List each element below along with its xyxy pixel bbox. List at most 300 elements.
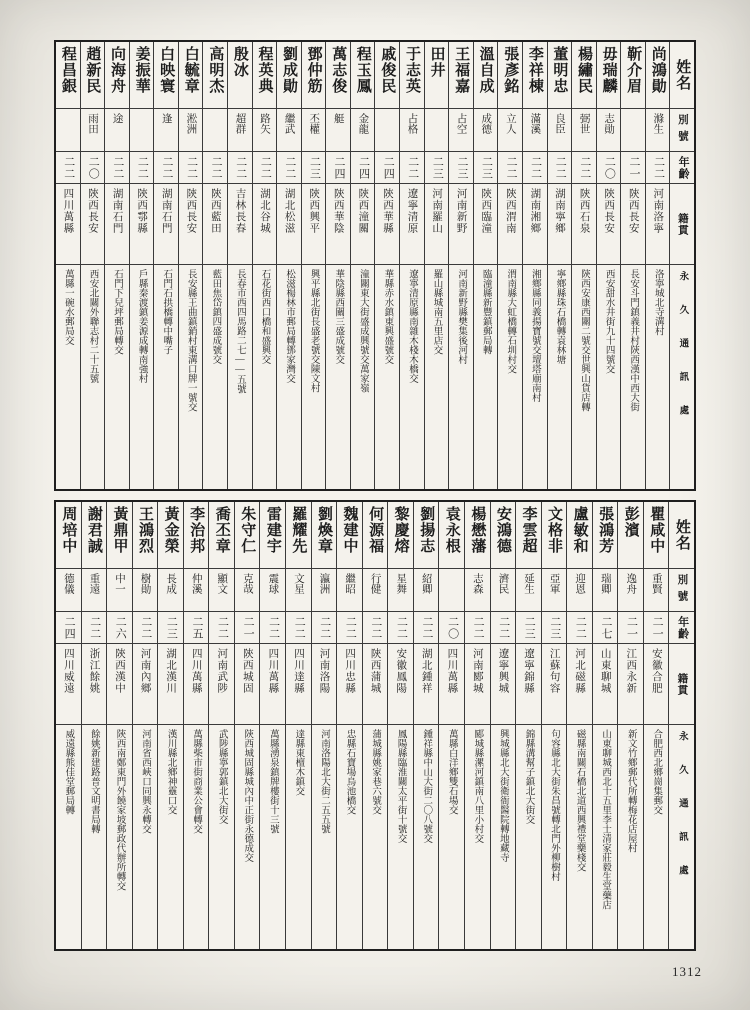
entry-age-cell — [621, 152, 645, 184]
entry-origin: 安徽合肥 — [650, 648, 662, 694]
header-origin-label: 籍貫 — [676, 212, 688, 236]
entry-address-cell — [277, 265, 301, 489]
directory-entry — [56, 42, 80, 489]
entry-name-cell — [277, 42, 301, 109]
entry-alias: 占格 — [406, 113, 418, 134]
entry-alias-cell — [375, 109, 399, 152]
entry-address-cell — [184, 725, 209, 949]
entry-address: 萬縣柴市街商業公會轉交 — [191, 729, 202, 834]
entry-age: 二二 — [578, 156, 591, 180]
entry-name: 黃金榮 — [162, 506, 179, 554]
entry-origin: 湖南寧鄉 — [553, 188, 565, 234]
entry-address-cell — [523, 265, 547, 489]
entry-origin: 河南郾城 — [471, 648, 483, 694]
entry-alias-cell — [203, 109, 227, 152]
entry-age-cell — [130, 152, 154, 184]
directory-entry — [183, 502, 209, 949]
entry-age-cell — [235, 612, 260, 644]
entry-age-cell — [184, 612, 209, 644]
entry-name: 謝君誠 — [85, 506, 102, 554]
entry-alias: 星舞 — [395, 573, 407, 594]
header-column — [668, 502, 694, 949]
entry-address-cell — [203, 265, 227, 489]
entry-address: 陝西南鄭東門外饒家坡郵政代辦所轉交 — [114, 729, 125, 891]
entry-name: 袁永根 — [443, 506, 460, 554]
directory-entry — [645, 42, 670, 489]
entry-age-cell — [179, 152, 203, 184]
entry-name-cell — [154, 42, 178, 109]
entry-address: 餘姚新建路普文明書局轉 — [88, 729, 99, 834]
entry-age-cell — [388, 612, 413, 644]
entry-name: 魏建中 — [341, 506, 358, 554]
entry-alias-cell — [56, 109, 80, 152]
entry-address: 威遠縣熊佳堂郵局轉 — [63, 729, 74, 815]
entry-age-cell — [425, 152, 449, 184]
entry-address-cell — [56, 725, 81, 949]
entry-name-cell — [286, 502, 311, 569]
entry-age-cell — [644, 612, 669, 644]
entry-alias-cell — [302, 109, 326, 152]
directory-entry — [438, 502, 464, 949]
entry-name: 周培中 — [60, 506, 77, 554]
entry-origin-cell — [474, 184, 498, 265]
entry-age: 二四 — [63, 616, 76, 640]
entry-alias: 樹勛 — [139, 573, 151, 594]
directory-entry — [129, 42, 154, 489]
entry-name-cell — [388, 502, 413, 569]
entry-name: 雷建宇 — [264, 506, 281, 554]
header-alias-cell — [669, 569, 694, 612]
entry-name: 向海舟 — [109, 46, 125, 94]
entry-address-cell — [542, 725, 567, 949]
entry-age-cell — [158, 612, 183, 644]
directory-entry — [350, 42, 375, 489]
entry-name: 文格非 — [546, 506, 562, 554]
header-origin-cell — [670, 184, 694, 265]
entry-origin-cell — [277, 184, 301, 265]
entry-address: 長安斗門鎮義井村陝西漢中西大街 — [628, 269, 639, 412]
entry-name-cell — [621, 42, 645, 109]
entry-age-cell — [375, 152, 399, 184]
directory-entry — [596, 42, 621, 489]
entry-age-cell — [449, 152, 473, 184]
directory-table-top — [54, 40, 696, 491]
entry-address-cell — [105, 265, 129, 489]
entry-age: 二二 — [139, 616, 152, 640]
entry-alias-cell — [277, 109, 301, 152]
entry-name-cell — [363, 502, 388, 569]
entry-name: 劉揚志 — [418, 506, 435, 554]
table-top-columns — [56, 42, 694, 489]
entry-age: 二一 — [627, 156, 640, 180]
directory-entry — [202, 42, 227, 489]
entry-origin-cell — [523, 184, 547, 265]
header-address-cell — [670, 265, 694, 489]
entry-age: 二三 — [431, 156, 444, 180]
entry-alias-cell — [130, 109, 154, 152]
directory-entry — [566, 502, 592, 949]
entry-origin-cell — [312, 644, 337, 725]
entry-alias-cell — [351, 109, 375, 152]
entry-address: 戶縣秦渡鎮姜源成轉南強村 — [136, 269, 147, 383]
entry-age: 二二 — [406, 156, 419, 180]
entry-address: 華縣赤水鎮東興盛號交 — [382, 269, 393, 364]
entry-address: 湘鄉縣同義揚寶號交壇塔廟南村 — [529, 269, 540, 402]
entry-address-cell — [154, 265, 178, 489]
entry-alias-cell — [516, 569, 541, 612]
entry-name: 劉成勛 — [281, 46, 298, 94]
directory-entry — [374, 42, 399, 489]
entry-age: 二四 — [357, 156, 370, 180]
entry-name-cell — [465, 502, 490, 569]
entry-address-cell — [337, 725, 362, 949]
entry-origin-cell — [597, 184, 621, 265]
entry-address: 石門下兒坪郵局轉交 — [112, 269, 123, 355]
entry-origin: 河南武陟 — [216, 648, 228, 694]
entry-address-cell — [498, 265, 522, 489]
entry-address: 石門石拱橋轉中嘴子 — [161, 269, 172, 355]
directory-entry — [464, 502, 490, 949]
header-name-cell — [670, 42, 694, 109]
entry-age-cell — [133, 612, 158, 644]
entry-name: 楊懋藩 — [469, 506, 486, 554]
entry-name-cell — [107, 502, 132, 569]
entry-address: 山東聊城西北十五里李士清家莊毅生堂藥店 — [600, 729, 611, 910]
entry-alias: 重賢 — [650, 573, 662, 594]
entry-alias: 延生 — [523, 573, 534, 594]
directory-entry — [234, 502, 260, 949]
entry-name: 高明杰 — [207, 46, 224, 94]
entry-origin: 陝西興平 — [308, 188, 320, 234]
entry-origin-cell — [56, 184, 80, 265]
entry-age: 二三 — [455, 156, 468, 180]
entry-age-cell — [363, 612, 388, 644]
entry-alias: 德儀 — [62, 573, 74, 594]
entry-origin: 陝西渭南 — [504, 188, 516, 234]
entry-origin-cell — [260, 644, 285, 725]
directory-entry — [424, 42, 449, 489]
entry-age: 二〇 — [87, 156, 100, 180]
entry-age-cell — [337, 612, 362, 644]
entry-alias: 亞軍 — [548, 573, 560, 594]
entry-age: 二五 — [190, 616, 203, 640]
entry-address: 新文竹鄉郵代所轉梅花店屋村 — [625, 729, 636, 853]
entry-origin-cell — [567, 644, 592, 725]
entry-alias: 仲溪 — [190, 573, 202, 594]
entry-age-cell — [618, 612, 643, 644]
directory-entry — [178, 42, 203, 489]
page-number: 1312 — [672, 964, 702, 979]
entry-age: 二六 — [114, 616, 127, 640]
entry-alias-cell — [644, 569, 669, 612]
entry-origin-cell — [548, 184, 572, 265]
entry-origin: 四川萬縣 — [62, 188, 74, 234]
entry-age: 二二 — [185, 156, 198, 180]
entry-origin: 陝西臨潼 — [480, 188, 492, 234]
entry-origin-cell — [646, 184, 670, 265]
entry-age: 二二 — [88, 616, 101, 640]
entry-age: 二二 — [136, 156, 149, 180]
entry-name-cell — [439, 502, 464, 569]
entry-age-cell — [56, 152, 80, 184]
entry-address: 華陰縣西關三盛成號交 — [333, 269, 344, 364]
entry-name-cell — [644, 502, 669, 569]
entry-age: 二四 — [382, 156, 395, 180]
entry-address: 句容縣北大街朱昌號轉北門外柳樹村 — [549, 729, 560, 881]
entry-alias-cell — [388, 569, 413, 612]
entry-age: 二二 — [62, 156, 75, 180]
entry-name-cell — [82, 502, 107, 569]
entry-origin: 陝西華陰 — [332, 188, 344, 234]
entry-name: 萬志俊 — [330, 46, 347, 94]
entry-age: 二三 — [308, 156, 321, 180]
entry-origin-cell — [516, 644, 541, 725]
entry-age-cell — [567, 612, 592, 644]
entry-address-cell — [516, 725, 541, 949]
entry-age-cell — [465, 612, 490, 644]
entry-origin-cell — [105, 184, 129, 265]
entry-alias: 占空 — [455, 113, 467, 134]
entry-alias-cell — [253, 109, 277, 152]
entry-alias: 途 — [111, 113, 123, 124]
entry-address: 西安甜水井街九十四號交 — [603, 269, 614, 374]
entry-age-cell — [326, 152, 350, 184]
entry-name-cell — [260, 502, 285, 569]
entry-alias-cell — [597, 109, 621, 152]
directory-entry — [80, 42, 105, 489]
entry-name: 何源福 — [367, 506, 384, 554]
entry-age: 二三 — [165, 616, 178, 640]
entry-origin: 陝西潼關 — [357, 188, 369, 234]
entry-address: 郾城縣漯河鎮南八里小村交 — [472, 729, 483, 843]
entry-name: 田井 — [428, 46, 445, 78]
entry-alias-cell — [465, 569, 490, 612]
entry-alias-cell — [439, 569, 464, 612]
entry-name-cell — [81, 42, 105, 109]
entry-address-cell — [209, 725, 234, 949]
entry-address: 長春市西四馬路二七——五號 — [234, 269, 245, 394]
entry-alias: 立人 — [504, 113, 516, 134]
entry-name-cell — [184, 502, 209, 569]
entry-alias: 超群 — [234, 113, 246, 134]
entry-alias: 良臣 — [553, 113, 565, 134]
entry-address: 武陟縣寧郭鎮北大街交 — [216, 729, 227, 824]
entry-origin: 山東聊城 — [599, 648, 611, 694]
entry-name-cell — [56, 42, 80, 109]
entry-origin-cell — [593, 644, 618, 725]
entry-alias-cell — [286, 569, 311, 612]
entry-alias: 逸舟 — [625, 573, 637, 594]
entry-age: 二七 — [599, 616, 612, 640]
entry-age: 二二 — [210, 156, 223, 180]
directory-entry — [132, 502, 158, 949]
directory-entry — [276, 42, 301, 489]
entry-origin-cell — [425, 184, 449, 265]
entry-address-cell — [107, 725, 132, 949]
entry-address: 潼關東大街盛成興號交萬家嶺 — [357, 269, 368, 393]
entry-name: 董明忠 — [551, 46, 568, 94]
entry-name-cell — [302, 42, 326, 109]
entry-address-cell — [414, 725, 439, 949]
entry-address: 錦縣溝幫子鎮北大街交 — [523, 729, 534, 824]
entry-name-cell — [414, 502, 439, 569]
header-name-cell — [669, 502, 694, 569]
entry-age: 二二 — [652, 156, 665, 180]
entry-age: 二二 — [161, 156, 173, 180]
entry-age-cell — [209, 612, 234, 644]
directory-entry — [473, 42, 498, 489]
entry-age: 二二 — [318, 616, 331, 640]
entry-address-cell — [81, 265, 105, 489]
entry-origin: 陝西石泉 — [578, 188, 590, 234]
entry-alias: 繼昭 — [344, 573, 356, 594]
entry-alias-cell — [572, 109, 596, 152]
entry-origin-cell — [107, 644, 132, 725]
entry-alias: 金龍 — [357, 113, 369, 134]
directory-entry — [104, 42, 129, 489]
entry-name-cell — [209, 502, 234, 569]
entry-origin: 陝西長安 — [603, 188, 615, 234]
entry-origin-cell — [414, 644, 439, 725]
entry-origin-cell — [326, 184, 350, 265]
entry-alias: 瑞卿 — [599, 573, 611, 594]
entry-name: 戚俊民 — [379, 46, 396, 94]
entry-origin-cell — [154, 184, 178, 265]
directory-entry — [56, 502, 81, 949]
entry-origin-cell — [644, 644, 669, 725]
entry-name: 彭濱 — [622, 506, 639, 538]
entry-origin-cell — [491, 644, 516, 725]
header-origin-cell — [669, 644, 694, 725]
directory-entry — [252, 42, 277, 489]
entry-alias-cell — [82, 569, 107, 612]
directory-entry — [413, 502, 439, 949]
entry-age: 二二 — [259, 156, 272, 180]
entry-age: 二二 — [267, 616, 280, 640]
entry-alias: 繼武 — [283, 113, 295, 134]
entry-age-cell — [286, 612, 311, 644]
entry-alias-cell — [621, 109, 645, 152]
header-age-cell — [670, 152, 694, 184]
entry-origin-cell — [286, 644, 311, 725]
entry-address-cell — [621, 265, 645, 489]
entry-origin: 陝西城固 — [241, 648, 253, 694]
entry-origin: 湖南湘鄉 — [529, 188, 541, 234]
entry-origin: 湖北鍾祥 — [420, 648, 432, 694]
entry-origin-cell — [542, 644, 567, 725]
entry-alias: 路矢 — [259, 113, 271, 134]
entry-alias-cell — [523, 109, 547, 152]
entry-address-cell — [158, 725, 183, 949]
entry-name: 李雲超 — [520, 506, 537, 554]
entry-alias-cell — [107, 569, 132, 612]
entry-age: 二二 — [344, 616, 357, 640]
directory-entry — [227, 42, 252, 489]
entry-address: 萬縣白洋鄉雙石場交 — [446, 729, 457, 815]
entry-address: 達縣東檀木鎮交 — [293, 729, 304, 796]
entry-origin-cell — [203, 184, 227, 265]
entry-address-cell — [235, 725, 260, 949]
entry-address: 西安北關外聯志村二十五號 — [87, 269, 98, 383]
entry-name: 靳介眉 — [625, 46, 642, 94]
entry-origin: 湖北谷城 — [259, 188, 271, 234]
entry-origin-cell — [572, 184, 596, 265]
directory-entry — [362, 502, 388, 949]
entry-age-cell — [523, 152, 547, 184]
entry-age-cell — [260, 612, 285, 644]
entry-alias: 艇 — [332, 113, 344, 124]
entry-origin: 河北磁縣 — [574, 648, 586, 694]
entry-alias-cell — [312, 569, 337, 612]
entry-name: 李治邦 — [188, 506, 205, 554]
entry-alias: 成德 — [480, 113, 492, 134]
entry-alias-cell — [260, 569, 285, 612]
entry-alias-cell — [337, 569, 362, 612]
entry-age: 二二 — [505, 156, 518, 180]
entry-age: 二三 — [548, 616, 561, 640]
entry-name: 黎慶熔 — [392, 506, 409, 554]
entry-address-cell — [326, 265, 350, 489]
entry-address-cell — [567, 725, 592, 949]
entry-address-cell — [130, 265, 154, 489]
entry-address-cell — [646, 265, 670, 489]
entry-age: 二二 — [554, 156, 567, 180]
entry-alias-cell — [179, 109, 203, 152]
entry-alias-cell — [209, 569, 234, 612]
entry-age-cell — [548, 152, 572, 184]
entry-age-cell — [439, 612, 464, 644]
entry-origin: 四川忠縣 — [344, 648, 356, 694]
entry-address-cell — [253, 265, 277, 489]
entry-alias-cell — [133, 569, 158, 612]
entry-origin: 陝西鄠縣 — [136, 188, 148, 234]
entry-name-cell — [158, 502, 183, 569]
entry-address-cell — [56, 265, 80, 489]
header-age-label: 年齡 — [677, 155, 690, 180]
entry-origin: 江西永新 — [625, 648, 637, 694]
directory-entry — [325, 42, 350, 489]
entry-age-cell — [253, 152, 277, 184]
entry-address: 石花街西口橋和盛興交 — [259, 269, 270, 364]
entry-age: 二四 — [333, 156, 346, 180]
entry-name-cell — [105, 42, 129, 109]
entry-name-cell — [516, 502, 541, 569]
entry-address-cell — [491, 725, 516, 949]
entry-alias: 濟民 — [497, 573, 509, 594]
entry-address: 興城縣北大街衛衙醫院轉地藏寺 — [497, 729, 508, 862]
entry-address-cell — [312, 725, 337, 949]
entry-origin: 陝西長安 — [185, 188, 197, 234]
entry-age-cell — [228, 152, 252, 184]
entry-age-cell — [597, 152, 621, 184]
entry-alias: 丕權 — [308, 113, 320, 134]
entry-name: 程昌銀 — [59, 46, 76, 94]
entry-address-cell — [465, 725, 490, 949]
entry-origin: 陝西藍田 — [209, 188, 221, 234]
directory-entry — [448, 42, 473, 489]
entry-name: 劉煥章 — [315, 506, 332, 554]
entry-address: 松滋楊林市郵局轉鄧家灣交 — [284, 269, 295, 383]
entry-age-cell — [516, 612, 541, 644]
entry-origin: 遼寧錦縣 — [523, 648, 534, 694]
entry-age: 二二 — [395, 616, 408, 640]
entry-age: 二二 — [283, 156, 296, 180]
entry-name-cell — [425, 42, 449, 109]
directory-entry — [571, 42, 596, 489]
entry-age: 二二 — [529, 156, 542, 180]
entry-age-cell — [154, 152, 178, 184]
entry-alias: 長成 — [165, 573, 177, 594]
